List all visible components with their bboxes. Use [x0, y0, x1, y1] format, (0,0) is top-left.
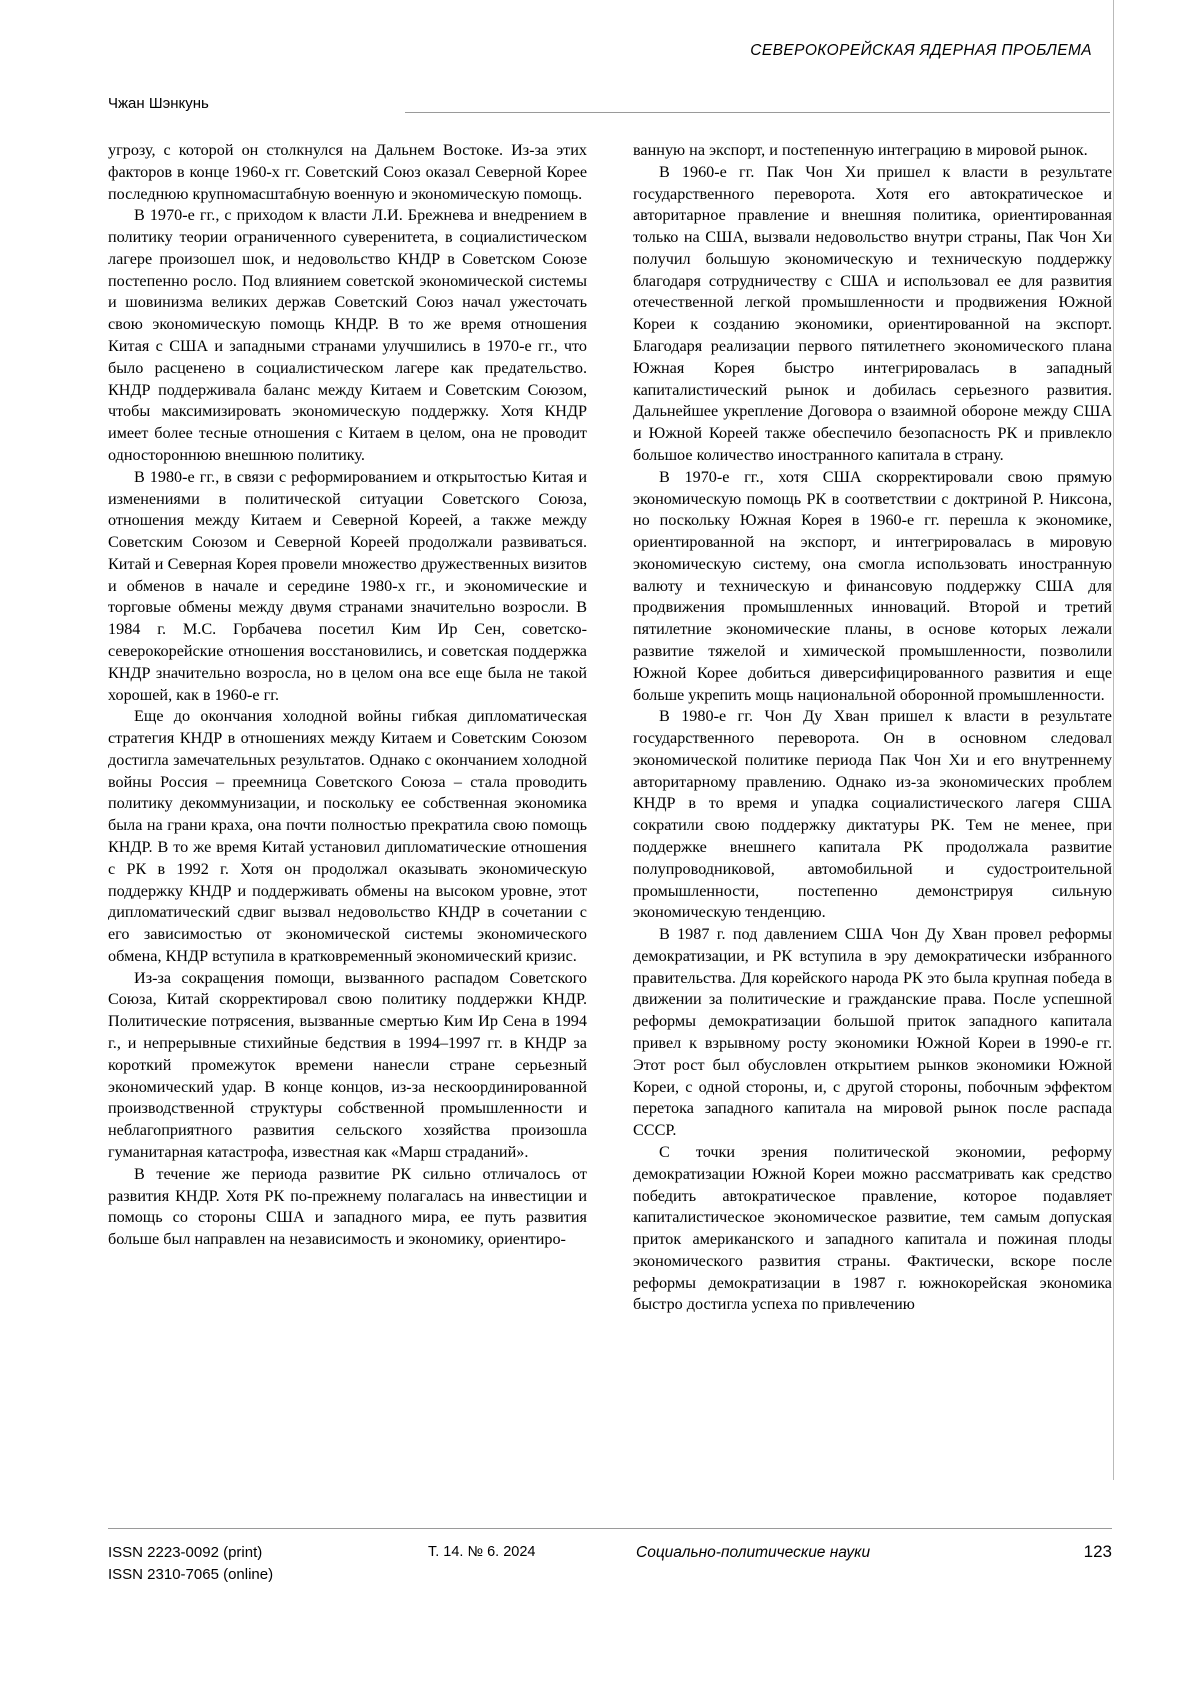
paragraph: В 1970-е гг., хотя США скорректировали свою прямую экономическую помощь РК в соответствии с доктриной Р. Никсона, но поскольку Южная Корея в 1960-е гг. перешла к экономике, ориентированной на экспорт, и интегрировалась в мировую экономическую систему, она смогла использовать иностранную валюту и техническую и финансовую поддержку США для продвижения промышленных инноваций. Второй и третий пятилетние экономические планы, в основе которых лежали развитие тяжелой и химической промышленности, позволили Южной Корее добиться диверсифицированного развития и еще больше укрепить мощь национальной оборонной промышленности.	[633, 467, 1112, 704]
author-name: Чжан Шэнкунь	[108, 95, 209, 112]
body-columns	[108, 140, 1112, 1460]
issn-online: ISSN 2310-7065 (online)	[108, 1565, 274, 1583]
running-head: СЕВЕРОКОРЕЙСКАЯ ЯДЕРНАЯ ПРОБЛЕМА	[750, 42, 1092, 59]
paragraph: В 1980-е гг., в связи с реформированием и открытостью Китая и изменениями в политической ситуации Советского Союза, отношения между Китаем и Северной Кореей, а также между Советским Союзом и Северной Кореей продолжали развиваться. Китай и Северная Корея провели множество дружественных визитов и обменов в начале и середине 1980-х гг., и экономические и торговые обмены между двумя странами значительно возросли. В 1984 г. М.С. Горбачева посетил Ким Ир Сен, советско-северокорейские отношения восстановились, и советская поддержка КНДР значительно возросла, но в целом она все еще была не такой хорошей, как в 1960-е гг.	[108, 467, 587, 704]
paragraph: В 1970-е гг., с приходом к власти Л.И. Брежнева и внедрением в политику теории ограниченного суверенитета, в социалистическом лагере произошел шок, и недовольство КНДР в Советском Союзе постепенно росло. Под влиянием советской экономической системы и шовинизма великих держав Советский Союз начал ужесточать свою экономическую помощь КНДР. В то же время отношения Китая с США и западными странами улучшились в 1970-е гг., что было расценено в социалистическом лагере как предательство. КНДР поддерживала баланс между Китаем и Советским Союзом, чтобы максимизировать экономическую поддержку. Хотя КНДР имеет более тесные отношения с Китаем в целом, она не проводит одностороннюю внешнюю политику.	[108, 206, 587, 464]
paragraph: В 1987 г. под давлением США Чон Ду Хван провел реформы демократизации, и РК вступила в эру демократически избранного правительства. Для корейского народа РК это была крупная победа в движении за политические и гражданские права. После успешной реформы демократизации большой приток западного капитала привел к взрывному росту экономики Южной Кореи в 1990-е гг. Этот рост был обусловлен открытием рынков экономики Южной Кореи, с одной стороны, и, с другой стороны, побочным эффектом перетока западного капитала на мировой рынок после распада СССР.	[633, 925, 1112, 1140]
page-footer	[108, 1542, 1112, 1612]
paragraph: В 1980-е гг. Чон Ду Хван пришел к власти в результате государственного переворота. Он в основном следовал экономической политике периода Пак Чон Хи и его внутреннему авторитарному правлению. Однако из-за экономических проблем КНДР в то время и упадка социалистического лагеря США сократили свою поддержку диктатуры РК. Тем не менее, при поддержке внешнего капитала РК продолжала развитие полупроводниковой, автомобильной и судостроительной промышленности, постепенно демонстрируя сильную экономическую тенденцию.	[633, 707, 1112, 922]
issn-block	[108, 1542, 273, 1586]
page-number: 123	[1083, 1542, 1112, 1561]
journal-title: Социально-политические науки	[636, 1544, 871, 1561]
page-edge-rule	[1113, 0, 1114, 1480]
footer-divider	[108, 1528, 1112, 1529]
right-column	[633, 140, 1112, 1460]
paragraph: В 1960-е гг. Пак Чон Хи пришел к власти в результате государственного переворота. Хотя его автократическое и авторитарное правление и внешняя политика, ориентированная только на США, вызвали недовольство внутри страны, Пак Чон Хи получил большую экономическую и техническую поддержку благодаря сотрудничеству с США и использовал ее для развития отечественной легкой промышленности и продвижения Южной Кореи к созданию экономики, ориентированной на экспорт. Благодаря реализации первого пятилетнего экономического плана Южная Корея быстро интегрировалась в западный капиталистический рынок и добилась серьезного развития. Дальнейшее укрепление Договора о взаимной обороне между США и Южной Кореей также обеспечило безопасность РК и привлекло большое количество иностранного капитала в страну.	[633, 162, 1112, 464]
left-column	[108, 140, 587, 1460]
issn-print: ISSN 2223-0092 (print)	[108, 1544, 263, 1561]
paragraph: угрозу, с которой он столкнулся на Дальнем Востоке. Из-за этих факторов в конце 1960-х гг. Советский Союз оказал Северной Корее последнюю крупномасштабную военную и экономическую помощь.	[108, 141, 587, 203]
paragraph: В течение же периода развитие РК сильно отличалось от развития КНДР. Хотя РК по-прежнему полагалась на инвестиции и помощь со стороны США и западного мира, ее путь развития больше был направлен на независимость и экономику, ориентиро-	[108, 1164, 587, 1249]
paragraph: С точки зрения политической экономии, реформу демократизации Южной Кореи можно рассматривать как средство победить автократическое правление, которое подавляет капиталистическое экономическое развитие, тем самым допуская приток американского и западного капитала и пожиная плоды экономического развития страны. Фактически, вскоре после реформы демократизации в 1987 г. южнокорейская экономика быстро достигла успеха по привлечению	[633, 1142, 1112, 1314]
paragraph: ванную на экспорт, и постепенную интеграцию в мировой рынок.	[633, 141, 1088, 159]
paragraph: Еще до окончания холодной войны гибкая дипломатическая стратегия КНДР в отношениях между Китаем и Советским Союзом достигла замечательных результатов. Однако с окончанием холодной войны Россия – преемница Советского Союза – стала проводить политику декоммунизации, и поскольку ее собственная экономика была на грани краха, она почти полностью прекратила свою помощь КНДР. В то же время Китай установил дипломатические отношения с РК в 1992 г. Хотя он продолжал оказывать экономическую поддержку КНДР и поддерживать обмены на высоком уровне, этот дипломатический сдвиг вызвал недовольство КНДР в сочетании с его зависимостью от экономической системы экономического обмена, КНДР вступила в кратковременный экономический кризис.	[108, 707, 587, 965]
header-divider	[405, 112, 1110, 113]
paragraph: Из-за сокращения помощи, вызванного распадом Советского Союза, Китай скорректировал свою политику поддержки КНДР. Политические потрясения, вызванные смертью Ким Ир Сена в 1994 г., и непрерывные стихийные бедствия в 1994–1997 гг. в КНДР за короткий промежуток времени нанесли стране серьезный экономический удар. В конце концов, из-за нескоординированной производственной структуры собственной промышленности и неблагоприятного развития сельского хозяйства произошла гуманитарная катастрофа, известная как «Марш страданий».	[108, 968, 587, 1161]
issue-info: Т. 14. № 6. 2024	[428, 1544, 536, 1560]
